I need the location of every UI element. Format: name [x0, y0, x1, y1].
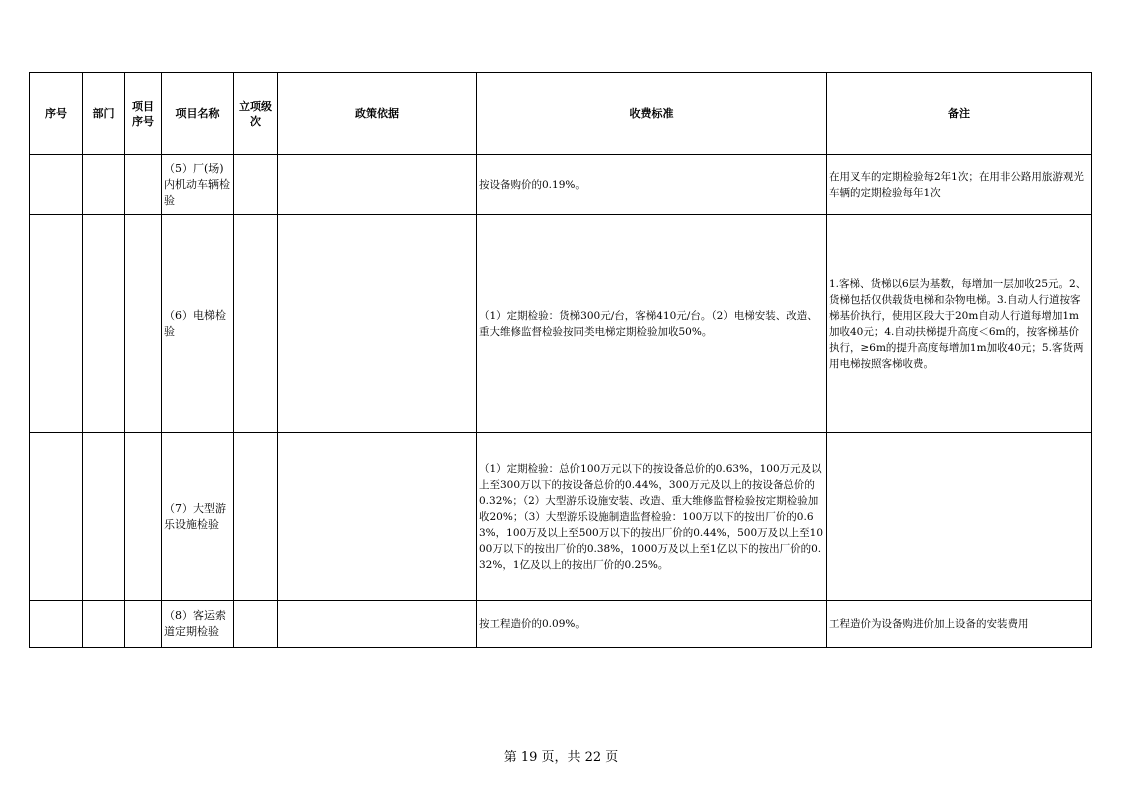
- cell-dept: [83, 433, 125, 601]
- header-remark: 备注: [827, 73, 1092, 155]
- header-row: [30, 73, 1092, 155]
- cell-item-name: （7）大型游乐设施检验: [162, 433, 234, 601]
- cell-level: [234, 433, 278, 601]
- cell-remark: 1.客梯、货梯以6层为基数，每增加一层加收25元。2、货梯包括仅供载货电梯和杂物电梯。3.自动人行道按客梯基价执行，使用区段大于20m自动人行道每增加1m加收40元；4.自动扶梯提升高度＜6m的，按客梯基价执行，≥6m的提升高度每增加1m加收40元；5.客货两用电梯按照客梯收费。: [827, 215, 1092, 433]
- cell-item-name: （6）电梯检验: [162, 215, 234, 433]
- table-row: [30, 433, 1092, 601]
- header-level: 立项级次: [234, 73, 278, 155]
- cell-remark: [827, 433, 1092, 601]
- cell-item-seq: [125, 215, 162, 433]
- cell-policy: [278, 155, 477, 215]
- header-dept: 部门: [83, 73, 125, 155]
- cell-standard: （1）定期检验：货梯300元/台，客梯410元/台。（2）电梯安装、改造、重大维修监督检验按同类电梯定期检验加收50%。: [477, 215, 827, 433]
- cell-policy: [278, 433, 477, 601]
- cell-dept: [83, 601, 125, 648]
- cell-item-seq: [125, 155, 162, 215]
- header-standard: 收费标准: [477, 73, 827, 155]
- header-item-seq: 项目序号: [125, 73, 162, 155]
- cell-item-name: （8）客运索道定期检验: [162, 601, 234, 648]
- header-item-name: 项目名称: [162, 73, 234, 155]
- cell-item-seq: [125, 601, 162, 648]
- cell-item-name: （5）厂(场)内机动车辆检验: [162, 155, 234, 215]
- cell-policy: [278, 215, 477, 433]
- header-seq: 序号: [30, 73, 83, 155]
- cell-remark: 工程造价为设备购进价加上设备的安装费用: [827, 601, 1092, 648]
- table-row: [30, 155, 1092, 215]
- cell-seq: [30, 601, 83, 648]
- cell-item-seq: [125, 433, 162, 601]
- cell-level: [234, 215, 278, 433]
- cell-policy: [278, 601, 477, 648]
- table-row: [30, 215, 1092, 433]
- cell-level: [234, 155, 278, 215]
- cell-seq: [30, 433, 83, 601]
- table-row: [30, 601, 1092, 648]
- cell-remark: 在用叉车的定期检验每2年1次；在用非公路用旅游观光车辆的定期检验每年1次: [827, 155, 1092, 215]
- page-number: 第 19 页，共 22 页: [503, 750, 619, 765]
- header-policy: 政策依据: [278, 73, 477, 155]
- cell-dept: [83, 155, 125, 215]
- cell-standard: （1）定期检验：总价100万元以下的按设备总价的0.63%，100万元及以上至300万以下的按设备总价的0.44%，300万元及以上的按设备总价的0.32%；（2）大型游乐设施安装、改造、重大维修监督检验按定期检验加收20%；（3）大型游乐设施制造监督检验：100万以下的按出厂价的0.63%，100万及以上至500万以下的按出厂价的0.44%，500万及以上至1000万以下的按出厂价的0.38%，1000万及以上至1亿以下的按出厂价的0.32%，1亿及以上的按出厂价的0.25%。: [477, 433, 827, 601]
- cell-dept: [83, 215, 125, 433]
- cell-seq: [30, 155, 83, 215]
- cell-standard: 按工程造价的0.09%。: [477, 601, 827, 648]
- cell-standard: 按设备购价的0.19%。: [477, 155, 827, 215]
- cell-seq: [30, 215, 83, 433]
- fee-table: [29, 72, 1092, 648]
- cell-level: [234, 601, 278, 648]
